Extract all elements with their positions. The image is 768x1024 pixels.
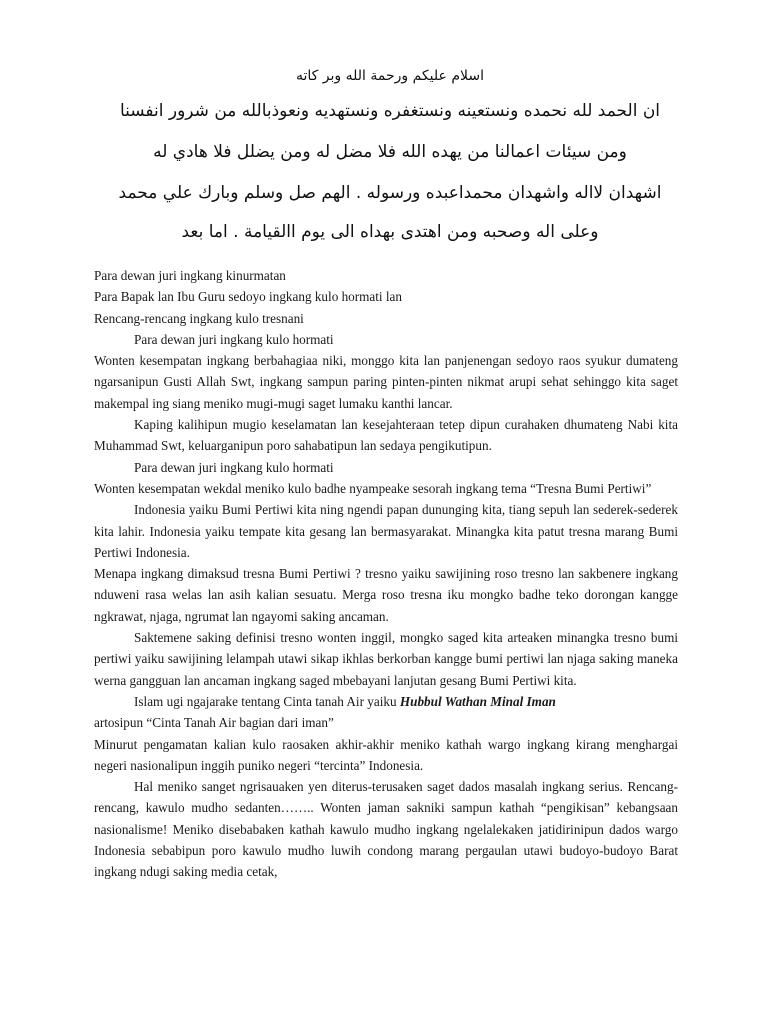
greeting-jury: Para dewan juri ingkang kinurmatan <box>94 268 286 283</box>
paragraph-observation: Minurut pengamatan kalian kulo raosaken akhir-akhir meniko kathah wargo ingkang kirang menghargai negeri nasionalipun inggih puniko negeri “tercinta” Indonesia. <box>94 736 678 773</box>
arabic-line-3: اشهدان لااله واشهدان محمداعبده ورسوله . الهم صل وسلم وبارك علي محمد <box>118 183 662 203</box>
paragraph-meaning: Saktemene saking definisi tresno wonten inggil, mongko saged kita arteaken minangka tresno bumi pertiwi yaiku sawijining lelampah utawi sikap ikhlas berkorban kangge bumi pertiwi lan njaga saking maneka werna gangguan lan ancaman ingkang saged mbebayani lanjutan gesang Bumi Pertiwi kita. <box>94 630 678 688</box>
speech-body <box>94 265 678 883</box>
greeting-friends: Rencang-rencang ingkang kulo tresnani <box>94 310 304 326</box>
arabic-line-4: وعلى اله وصحبه ومن اهتدى بهداه الى يوم االقيامة . اما بعد <box>181 222 599 242</box>
greeting-jury-2: Para dewan juri ingkang kulo hormati <box>134 331 334 347</box>
paragraph-definition: Menapa ingkang dimaksud tresna Bumi Pertiwi ? tresno yaiku sawijining roso tresno lan sakbenere ingkang nduweni rasa welas lan asih kalian sesuatu. Merga roso tresna iku mongko badhe teko dorongan kangge ngkrawat, njaga, ngrumat lan ngayomi saking ancaman. <box>94 566 678 624</box>
arabic-line-2: ومن سيئات اعمالنا من يهده الله فلا مضل له ومن يضلل فلا هادي له <box>153 142 627 162</box>
paragraph-translation: artosipun “Cinta Tanah Air bagian dari iman” <box>94 715 334 731</box>
paragraph-concern: Hal meniko sanget ngrisauaken yen diterus-terusaken saget dados masalah ingkang serius. Rencang-rencang, kawulo mudho sedanten…….. Wonten jaman sakniki sampun kathah “pengikisan” kebangsaan nasionalisme! Meniko disebabaken kathah kawulo mudho ingkang ngelalekaken jatidirinipun dados wargo Indonesia sebabipun poro kawulo mudho luwih condong marang pergaulan utawi budoyo-budoyo Barat ingkang ndugi saking media cetak, <box>94 779 678 880</box>
paragraph-islam <box>94 691 678 712</box>
paragraph-theme: Wonten kesempatan wekdal meniko kulo badhe nyampeake sesorah ingkang tema “Tresna Bumi Pertiwi” <box>94 480 652 496</box>
paragraph-jury-address: Para dewan juri ingkang kulo hormati <box>134 459 334 475</box>
greeting-teachers: Para Bapak lan Ibu Guru sedoyo ingkang kulo hormati lan <box>94 289 403 305</box>
paragraph-gratitude: Wonten kesempatan ingkang berbahagiaa niki, monggo kita lan panjenengan sedoyo raos syukur dumateng ngarsanipun Gusti Allah Swt, ingkang sampun paring pinten-pinten nikmat arupi sehat sehinggo kita saget makempal ing siang meniko mugi-mugi saget lumaku kanthi lancar. <box>94 353 678 411</box>
arabic-line-1: ان الحمد لله نحمده ونستعينه ونستغفره ونستهديه ونعوذبالله من شرور انفسنا <box>119 101 661 121</box>
hubbul-wathan-phrase: Hubbul Wathan Minal Iman <box>399 693 556 709</box>
paragraph-indonesia: Indonesia yaiku Bumi Pertiwi kita ning ngendi papan dununging kita, tiang sepuh lan sederek-sederek kita lahir. Indonesia yaiku tempate kita gesang lan bermasyarakat. Minangka kita patut tresna marang Bumi Pertiwi Indonesia. <box>94 502 678 560</box>
paragraph-salawat: Kaping kalihipun mugio keselamatan lan kesejahteraan tetep dipun curahaken dhumateng Nabi kita Muhammad Swt, keluarganipun poro sahabatipun lan sedaya pengikutipun. <box>94 417 678 454</box>
arabic-salam-line: اسلام عليكم ورحمة الله وبر كاته <box>296 68 484 84</box>
islam-text: Islam ugi ngajarake tentang Cinta tanah Air yaiku <box>134 693 400 709</box>
